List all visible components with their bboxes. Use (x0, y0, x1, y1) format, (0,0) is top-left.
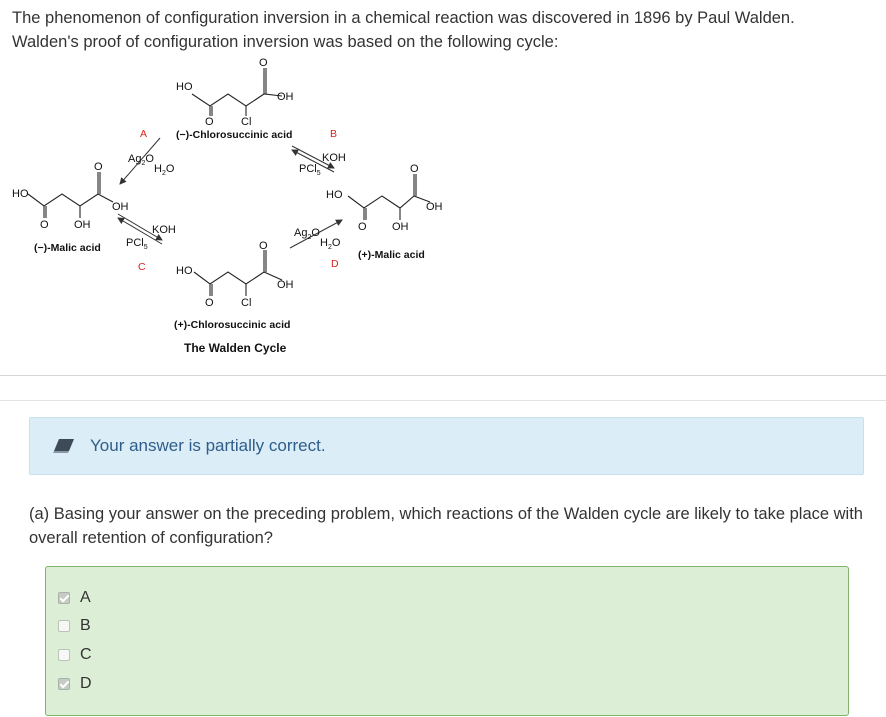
choice-c[interactable] (58, 644, 92, 666)
choice-d[interactable] (58, 673, 92, 695)
right-o-top: O (410, 163, 419, 175)
reaction-b-reagent-2: PCl$_5$ (299, 163, 321, 177)
right-oh-2: OH (392, 221, 409, 233)
reaction-d-reagent-2: $H_2O$ (320, 237, 341, 251)
left-molecule-name: (−)-Malic acid (34, 242, 101, 254)
choice-d-checkbox[interactable] (58, 678, 70, 690)
left-oh-2: OH (74, 219, 91, 231)
bottom-ho: HO (176, 265, 193, 277)
question-text: (a) Basing your answer on the preceding problem, which reactions of the Walden cycle are likely to take place with overall retention of configuration? (29, 505, 863, 547)
problem-intro (12, 6, 878, 54)
reaction-d-reagent-1: $Ag_2O$ (294, 227, 320, 241)
answer-choices (45, 566, 849, 716)
top-ho: HO (176, 81, 193, 93)
reaction-a-letter: A (140, 128, 148, 140)
left-o-top: O (94, 161, 103, 173)
bottom-oh: OH (277, 279, 294, 291)
reaction-a-reagent-1: $Ag_2O$ (128, 153, 154, 167)
right-ho: HO (326, 189, 343, 201)
walden-cycle-svg (0, 50, 450, 370)
right-oh: OH (426, 201, 443, 213)
right-molecule-name: (+)-Malic acid (358, 249, 425, 261)
choice-a-checkbox[interactable] (58, 592, 70, 604)
bottom-o-right: O (259, 240, 268, 252)
section-divider-2 (0, 400, 886, 401)
choice-b-label: B (80, 617, 91, 634)
walden-cycle-diagram (0, 50, 450, 370)
bottom-molecule-name: (+)-Chlorosuccinic acid (174, 319, 291, 331)
feedback-text: Your answer is partially correct. (90, 436, 326, 455)
left-oh: OH (112, 201, 129, 213)
top-oh: OH (277, 91, 294, 103)
right-o: O (358, 221, 367, 233)
top-o-left: O (205, 116, 214, 128)
top-molecule-name: (−)-Chlorosuccinic acid (176, 129, 293, 141)
reaction-c-reagent-2: PCl$_5$ (126, 237, 148, 251)
reaction-d-letter: D (331, 258, 339, 270)
choice-c-label: C (80, 646, 92, 663)
choice-a-label: A (80, 589, 91, 606)
reaction-c-reagent-1: KOH (152, 224, 176, 236)
intro-line-1: The phenomenon of configuration inversion in a chemical reaction was discovered in 1896 by Paul Walden. (12, 9, 795, 27)
choice-b[interactable] (58, 615, 91, 637)
choice-c-checkbox[interactable] (58, 649, 70, 661)
reaction-c-letter: C (138, 261, 146, 273)
left-o: O (40, 219, 49, 231)
diagram-caption: The Walden Cycle (184, 341, 287, 355)
reaction-b-letter: B (330, 128, 338, 140)
choice-d-label: D (80, 675, 92, 692)
pencil-eraser-icon (52, 438, 76, 454)
bottom-molecule (194, 250, 282, 296)
bottom-cl: Cl (241, 297, 252, 309)
section-divider (0, 375, 886, 376)
top-cl: Cl (241, 116, 252, 128)
choice-a[interactable] (58, 587, 91, 609)
choice-b-checkbox[interactable] (58, 620, 70, 632)
left-ho: HO (12, 188, 29, 200)
top-o-right: O (259, 57, 268, 69)
top-molecule (192, 68, 282, 116)
reaction-b-reagent-1: KOH (322, 152, 346, 164)
right-molecule (348, 174, 430, 220)
feedback-banner (29, 417, 864, 475)
bottom-o-left: O (205, 297, 214, 309)
intro-line-2: Walden's proof of configuration inversion was based on the following cycle: (12, 33, 559, 51)
left-molecule (28, 172, 113, 218)
reaction-a-reagent-2: $H_2O$ (154, 163, 175, 177)
